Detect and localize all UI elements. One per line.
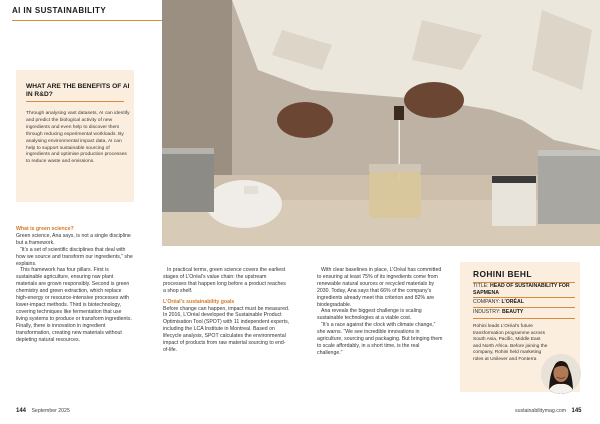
subheading-green-science: What is green science? (16, 226, 74, 232)
paragraph: “It’s a race against the clock with climate change,” she warns. “We see incredible innovations in agriculture, sourcing and packaging. But bringing them to scale affordably, in a short time, is the real challenge.” (317, 322, 443, 356)
page-number-right: 145 (571, 408, 582, 414)
section-rule (12, 20, 162, 21)
profile-company-row (473, 299, 575, 306)
site-name: sustainabilitymag.com (515, 408, 567, 414)
subheading-sustainability-goals: L’Oréal’s sustainability goals (163, 298, 235, 305)
footer-right (515, 408, 582, 414)
profile-title-row (473, 283, 575, 297)
profile-box (460, 262, 580, 392)
info-box-body: Through analysing vast datasets, AI can identify and predict the biological activity of new ingredients and even help to discover them through reducing experimental workloads. By analysing environmental impact data, AI can help to support sustainable sourcing of ingredients and optimise production processes to reduce waste and emissions. (26, 111, 130, 165)
paragraph: Before change can happen, impact must be measured. In 2016, L’Oréal developed the Sustainable Product Optimisation Tool (SPOT) with 11 independent experts, including the LCA Institute in Montreal. Based on lifecycle analysis, SPOT calculates the environmental impact of products from raw material sourcing to end-of-life. (163, 305, 290, 353)
profile-company-value: L’ORÉAL (501, 299, 524, 305)
paragraph: This framework has four pillars. First is sustainable agriculture, ensuring raw plant materials are grown responsibly. Second is green chemistry and green extraction, which replace high-energy or resource-intensive processes with lower-impact methods. Third is biotechnology, covering techniques like fermentation that use living systems to produce or transform ingredients. Finally, there is innovation in ingredient transformation, creating new materials without depleting natural resources. (16, 267, 132, 343)
profile-title-value: HEAD OF SUSTAINABILITY FOR SAPMENA (473, 283, 570, 296)
article-column-2 (163, 267, 290, 354)
profile-bio: Rohini leads L’Oréal’s future transformation programme across South Asia, Pacific, Middle East and North Africa. Before joining the company, Rohini held marketing roles at Unilever and Fonterra (473, 324, 548, 362)
section-tag: AI IN SUSTAINABILITY (12, 6, 107, 15)
profile-name: ROHINI BEHL (473, 269, 532, 279)
footer-left (16, 408, 70, 414)
profile-rule (473, 307, 575, 308)
page-number-left: 144 (16, 408, 27, 414)
profile-industry-row (473, 309, 575, 316)
profile-industry-value: BEAUTY (502, 309, 524, 315)
issue-date: September 2025 (31, 408, 70, 414)
profile-industry-label: INDUSTRY: (473, 309, 501, 315)
paragraph: With clear baselines in place, L’Oréal has committed to ensuring at least 75% of its ingredients come from renewable natural sources or recycled materials by 2030. Today, Ana says that 66% of the company’s ingredients already meet this criterion and 82% are biodegradable. (317, 267, 442, 308)
profile-rule (473, 297, 575, 298)
hero-photo (162, 0, 600, 246)
profile-company-label: COMPANY: (473, 299, 500, 305)
paragraph: “It’s a set of scientific disciplines that deal with how we source and transform our ingredients,” she explains. (16, 246, 133, 267)
avatar (541, 354, 581, 394)
paragraph: Green science, Ana says, is not a single discipline but a framework. (16, 232, 131, 246)
profile-title-label: TITLE: (473, 283, 489, 289)
profile-rule (473, 318, 575, 319)
info-box-rule (26, 101, 124, 102)
info-box-title: WHAT ARE THE BENEFITS OF AI IN R&D? (26, 83, 130, 99)
article-column-1 (16, 226, 134, 343)
paragraph: In practical terms, green science covers the earliest stages of L’Oréal’s value chain: the upstream processes that happen long before a product reaches a shop shelf. (163, 267, 286, 294)
article-column-3 (317, 267, 443, 357)
info-box (16, 70, 134, 202)
paragraph: Ana reveals the biggest challenge is scaling sustainable technologies at a viable cost. (317, 308, 422, 322)
